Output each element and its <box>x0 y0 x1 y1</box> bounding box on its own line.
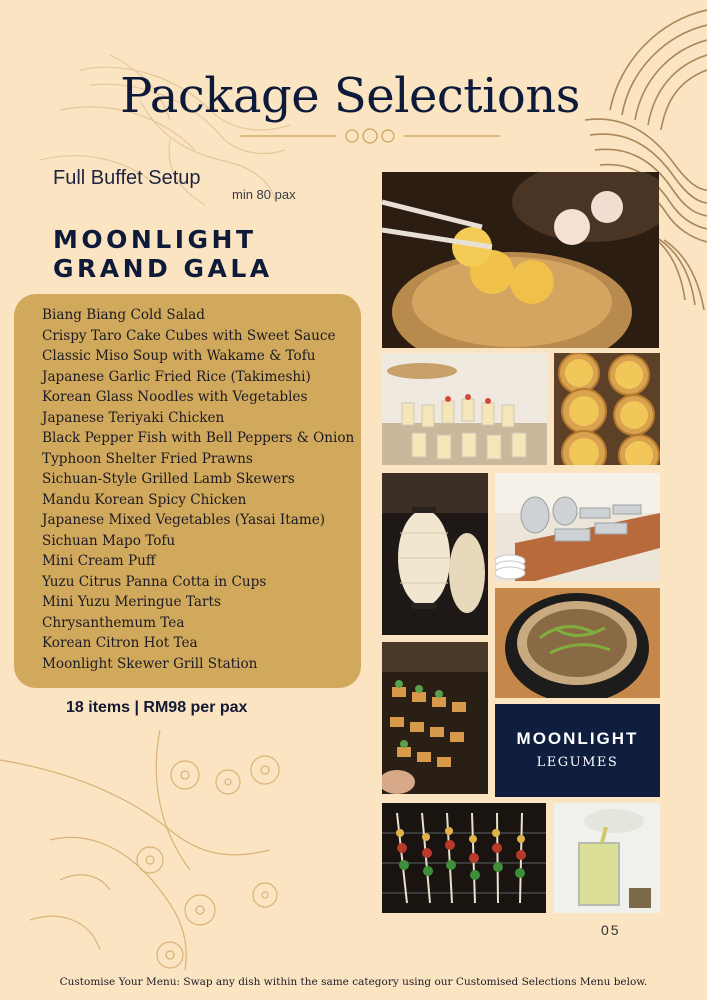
menu-item: Japanese Teriyaki Chicken <box>42 409 225 426</box>
citron-tea-photo <box>554 803 660 913</box>
menu-item: Korean Citron Hot Tea <box>42 635 198 651</box>
menu-item: Biang Biang Cold Salad <box>42 307 205 323</box>
egg-tarts-photo <box>554 353 660 465</box>
page-number: 05 <box>601 922 621 938</box>
dessert-cups-photo <box>382 353 547 465</box>
menu-list <box>42 305 354 674</box>
brand-logo <box>495 704 660 797</box>
menu-item: Mini Yuzu Meringue Tarts <box>42 594 221 610</box>
price-summary: 18 items | RM98 per pax <box>66 699 248 716</box>
menu-item: Typhoon Shelter Fried Prawns <box>42 450 253 467</box>
brand-subname: LEGUMES <box>536 755 619 770</box>
menu-item: Sichuan Mapo Tofu <box>42 532 176 549</box>
min-pax-note: min 80 pax <box>232 187 296 202</box>
soup-pot-photo <box>495 588 660 698</box>
package-name-line1: MOONLIGHT <box>53 225 257 254</box>
brand-name: MOONLIGHT <box>516 729 639 748</box>
menu-item: Mandu Korean Spicy Chicken <box>42 491 247 508</box>
menu-item: Korean Glass Noodles with Vegetables <box>42 389 308 405</box>
page-title: Package Selections <box>120 68 580 124</box>
menu-item: Japanese Mixed Vegetables (Yasai Itame) <box>42 512 326 528</box>
lanterns-photo <box>382 473 488 635</box>
menu-item: Black Pepper Fish with Bell Peppers & Onion <box>42 430 355 446</box>
dimsum-photo <box>382 172 659 348</box>
menu-item: Sichuan-Style Grilled Lamb Skewers <box>42 471 295 487</box>
menu-item: Mini Cream Puff <box>42 553 156 569</box>
footer-note: Customise Your Menu: Swap any dish within the same category using our Customised Selections Menu below. <box>59 976 648 988</box>
setup-label: Full Buffet Setup <box>53 167 201 189</box>
blossom-line-art <box>0 720 320 980</box>
title-divider-ornament <box>240 125 500 147</box>
menu-item: Chrysanthemum Tea <box>42 614 185 631</box>
menu-item: Classic Miso Soup with Wakame & Tofu <box>42 348 316 364</box>
skewer-canapes-photo <box>382 642 488 794</box>
menu-item: Crispy Taro Cake Cubes with Sweet Sauce <box>42 327 336 344</box>
menu-item: Japanese Garlic Fried Rice (Takimeshi) <box>42 368 311 385</box>
menu-item: Moonlight Skewer Grill Station <box>42 655 258 672</box>
menu-item: Yuzu Citrus Panna Cotta in Cups <box>42 573 267 590</box>
buffet-chafing-dishes-photo <box>495 473 660 581</box>
package-name <box>53 225 353 283</box>
skewer-grill-photo <box>382 803 546 913</box>
package-name-line2: GRAND GALA <box>53 254 273 283</box>
